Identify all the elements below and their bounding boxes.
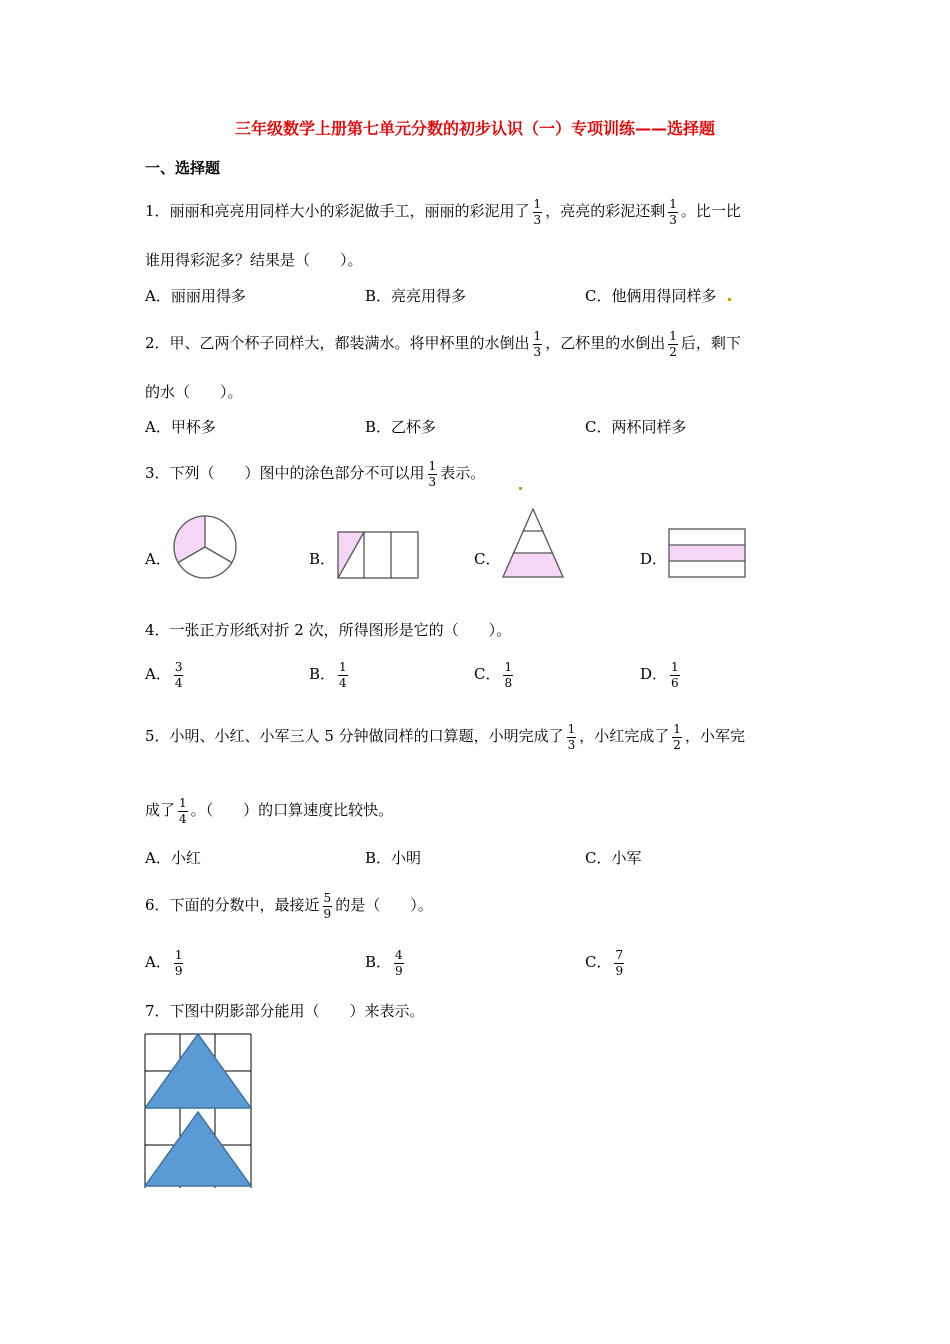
q2-text-b: ，乙杯里的水倒出 bbox=[545, 334, 666, 352]
q4-option-b[interactable]: B． $\frac{1}{4}$ bbox=[309, 659, 347, 690]
q1-option-b[interactable]: B．亮亮用得多 bbox=[365, 287, 467, 305]
page-title: 三年级数学上册第七单元分数的初步认识（一）专项训练——选择题 bbox=[234, 119, 715, 138]
q4-option-b-fraction: $\frac{1}{4}$ bbox=[339, 659, 347, 690]
question-4: 4．一张正方形纸对折 2 次，所得图形是它的（ ）。 bbox=[145, 621, 512, 639]
q3-rectangle-figure bbox=[337, 531, 419, 579]
q2-option-c[interactable]: C．两杯同样多 bbox=[585, 418, 687, 436]
q6-option-b[interactable]: B． $\frac{4}{9}$ bbox=[365, 947, 403, 978]
question-1-line-1 bbox=[145, 196, 741, 227]
q5-fraction-2: $\frac{1}{2}$ bbox=[673, 721, 681, 752]
q3-circle-figure bbox=[171, 514, 239, 580]
q4-option-d[interactable]: D． $\frac{1}{6}$ bbox=[640, 659, 679, 690]
q2-option-b[interactable]: B．乙杯多 bbox=[365, 418, 437, 436]
q2-text-c: 后，剩下 bbox=[680, 334, 741, 352]
question-5-line-1: 5．小明、小红、小军三人 5 分钟做同样的口算题，小明完成了 $\frac{1}{3}$ ，小红完成了 $\frac{1}{2}$ ，小军完 bbox=[145, 721, 745, 752]
q1-text-a: 1．丽丽和亮亮用同样大小的彩泥做手工，丽丽的彩泥用了 bbox=[145, 202, 530, 220]
q6-option-c[interactable]: C． $\frac{7}{9}$ bbox=[585, 947, 624, 978]
q1-option-a[interactable]: A．丽丽用得多 bbox=[145, 287, 246, 305]
q2-fraction-1: $\frac{1}{3}$ bbox=[533, 328, 542, 359]
q5-option-b[interactable]: B．小明 bbox=[365, 849, 422, 867]
q3-option-c[interactable]: C． bbox=[474, 550, 501, 568]
q2-text-a: 2．甲、乙两个杯子同样大，都装满水。将甲杯里的水倒出 bbox=[145, 334, 530, 352]
q6-option-b-fraction: $\frac{4}{9}$ bbox=[395, 947, 403, 978]
stray-mark bbox=[728, 298, 731, 301]
q3-option-b[interactable]: B． bbox=[309, 550, 336, 568]
q6-option-c-fraction: $\frac{7}{9}$ bbox=[615, 947, 624, 978]
question-7: 7．下图中阴影部分能用（ ）来表示。 bbox=[145, 1002, 425, 1020]
question-3 bbox=[145, 458, 485, 489]
q5-fraction-3: $\frac{1}{4}$ bbox=[179, 795, 187, 826]
q1-text-c: 。比一比 bbox=[680, 202, 741, 220]
q1-option-c[interactable]: C．他俩用得同样多 bbox=[585, 287, 717, 305]
q5-fraction-1: $\frac{1}{3}$ bbox=[567, 721, 576, 752]
q4-option-c-fraction: $\frac{1}{8}$ bbox=[504, 659, 513, 690]
q1-fraction-2: $\frac{1}{3}$ bbox=[669, 196, 677, 227]
q2-fraction-2: $\frac{1}{2}$ bbox=[669, 328, 677, 359]
q4-option-a[interactable]: A． $\frac{3}{4}$ bbox=[145, 659, 183, 690]
q1-fraction-1: $\frac{1}{3}$ bbox=[533, 196, 542, 227]
stray-mark bbox=[519, 487, 522, 490]
q4-option-d-fraction: $\frac{1}{6}$ bbox=[671, 659, 679, 690]
q3-triangle-figure bbox=[502, 508, 564, 578]
q5-option-a[interactable]: A．小红 bbox=[145, 849, 201, 867]
q4-option-c[interactable]: C． $\frac{1}{8}$ bbox=[474, 659, 513, 690]
q3-option-a[interactable]: A． bbox=[145, 550, 171, 568]
q3-option-d[interactable]: D． bbox=[640, 550, 668, 568]
q5-option-c[interactable]: C．小军 bbox=[585, 849, 642, 867]
q3-banded-rectangle-figure bbox=[668, 528, 746, 578]
q3-fraction: $\frac{1}{3}$ bbox=[428, 458, 437, 489]
section-heading: 一、选择题 bbox=[145, 159, 221, 177]
question-5-line-2: 成了 $\frac{1}{4}$ 。（ ）的口算速度比较快。 bbox=[145, 795, 394, 826]
q6-option-a[interactable]: A． $\frac{1}{9}$ bbox=[145, 947, 183, 978]
q3-text-a: 3．下列（ ）图中的涂色部分不可以用 bbox=[145, 464, 425, 482]
q6-option-a-fraction: $\frac{1}{9}$ bbox=[174, 947, 183, 978]
question-2-line-2: 的水（ ）。 bbox=[145, 383, 243, 401]
q4-option-a-fraction: $\frac{3}{4}$ bbox=[174, 659, 183, 690]
q7-grid-triangles-figure bbox=[143, 1032, 255, 1190]
q3-text-b: 表示。 bbox=[440, 464, 486, 482]
q2-option-a[interactable]: A．甲杯多 bbox=[145, 418, 216, 436]
question-6: 6．下面的分数中，最接近 $\frac{5}{9}$ 的是（ ）。 bbox=[145, 890, 433, 921]
q6-fraction: $\frac{5}{9}$ bbox=[323, 890, 332, 921]
question-2-line-1 bbox=[145, 328, 741, 359]
question-1-line-2: 谁用得彩泥多？结果是（ ）。 bbox=[145, 251, 363, 269]
q1-text-b: ，亮亮的彩泥还剩 bbox=[545, 202, 666, 220]
